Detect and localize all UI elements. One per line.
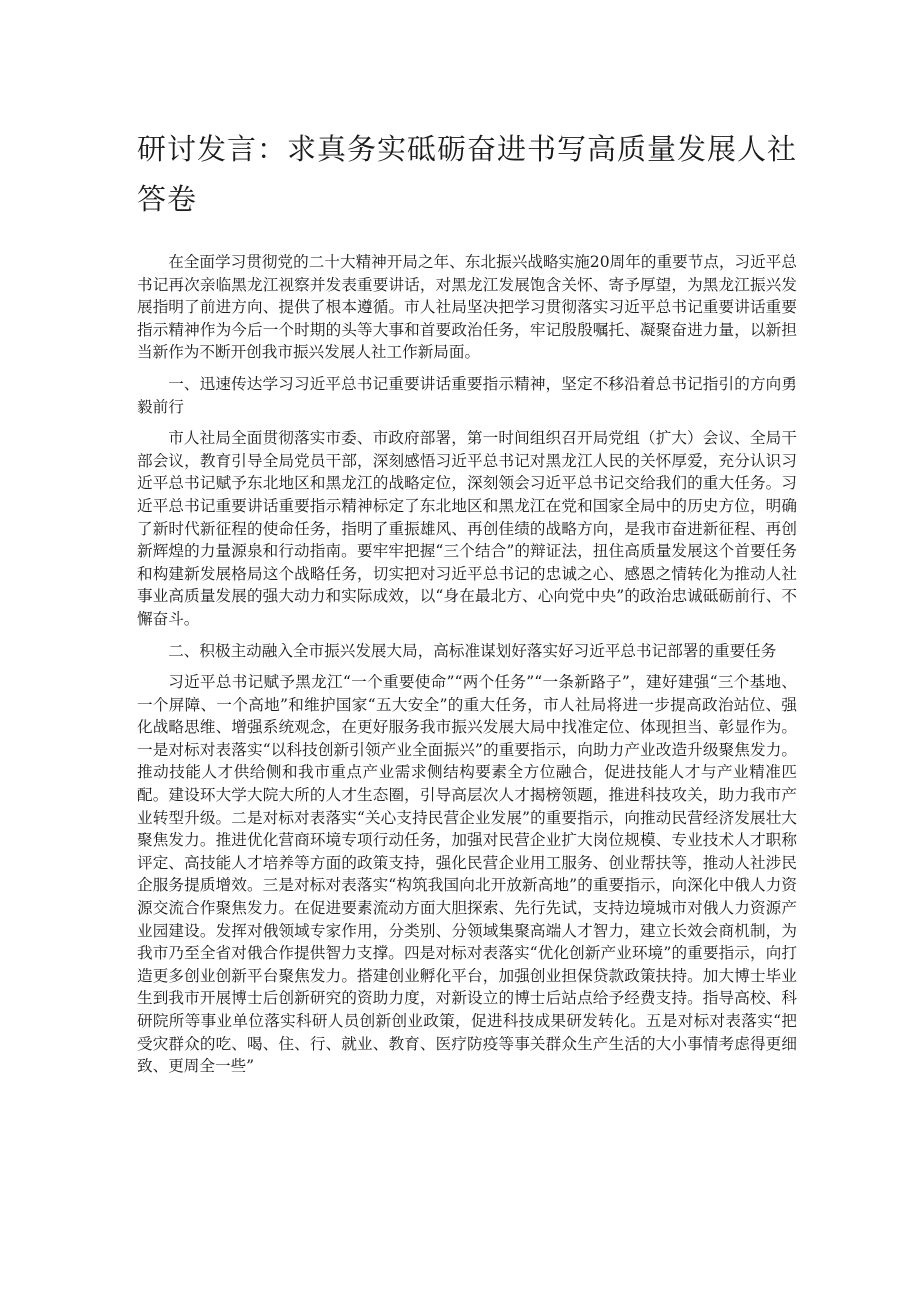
section-heading-1: 一、迅速传达学习习近平总书记重要讲话重要指示精神，坚定不移沿着总书记指引的方向勇毅前行 <box>137 374 797 416</box>
document-title <box>137 124 797 224</box>
title-line-2: 答卷 <box>137 182 198 216</box>
section-1-paragraph: 市人社局全面贯彻落实市委、市政府部署，第一时间组织召开局党组（扩大）会议、全局干部会议，教育引导全局党员干部，深刻感悟习近平总书记对黑龙江人民的关怀厚爱，充分认识习近平总书记赋予东北地区和黑龙江的战略定位，深刻领会习近平总书记交给我们的重大任务。习近平总书记重要讲话重要指示精神标定了东北地区和黑龙江在党和国家全局中的历史方位，明确了新时代新征程的使命任务，指明了重振雄风、再创佳绩的战略方向，是我市奋进新征程、再创新辉煌的力量源泉和行动指南。要牢牢把握“三个结合”的辩证法，扭住高质量发展这个首要任务和构建新发展格局这个战略任务，切实把对习近平总书记的忠诚之心、感恩之情转化为推动人社事业高质量发展的强大动力和实际成效，以“身在最北方、心向党中央”的政治忠诚砥砺前行、不懈奋斗。 <box>137 429 797 628</box>
title-line-1: 研讨发言：求真务实砥砺奋进书写高质量发展人社 <box>137 132 798 166</box>
section-2-paragraph: 习近平总书记赋予黑龙江“一个重要使命”“两个任务”“一条新路子”，建好建强“三个基地、一个屏障、一个高地”和维护国家“五大安全”的重大任务，市人社局将进一步提高政治站位、强化战略思维、增强系统观念，在更好服务我市振兴发展大局中找准定位、体现担当、彰显作为。一是对标对表落实“以科技创新引领产业全面振兴”的重要指示，向助力产业改造升级聚焦发力。推动技能人才供给侧和我市重点产业需求侧结构要素全方位融合，促进技能人才与产业精准匹配。建设环大学大院大所的人才生态圈，引导高层次人才揭榜领题，推进科技攻关，助力我市产业转型升级。二是对标对表落实“关心支持民营企业发展”的重要指示，向推动民营经济发展壮大聚焦发力。推进优化营商环境专项行动任务，加强对民营企业扩大岗位规模、专业技术人才职称评定、高技能人才培养等方面的政策支持，强化民营企业用工服务、创业帮扶等，推动人社涉民企服务提质增效。三是对标对表落实“构筑我国向北开放新高地”的重要指示，向深化中俄人力资源交流合作聚焦发力。在促进要素流动方面大胆探索、先行先试，支持边境城市对俄人力资源产业园建设。发挥对俄领域专家作用，分类别、分领域集聚高端人才智力，建立长效会商机制，为我市乃至全省对俄合作提供智力支撑。四是对标对表落实“优化创新产业环境”的重要指示，向打造更多创业创新平台聚焦发力。搭建创业孵化平台，加强创业担保贷款政策扶持。加大博士毕业生到我市开展博士后创新研究的资助力度，对新设立的博士后站点给予经费支持。指导高校、科研院所等事业单位落实科研人员创新创业政策，促进科技成果研发转化。五是对标对表落实“把受灾群众的吃、喝、住、行、就业、教育、医疗防疫等事关群众生产生活的大小事情考虑得更细致、更周全一些” <box>137 673 797 1076</box>
intro-paragraph: 在全面学习贯彻党的二十大精神开局之年、东北振兴战略实施20周年的重要节点，习近平总书记再次亲临黑龙江视察并发表重要讲话，对黑龙江发展饱含关怀、寄予厚望，为黑龙江振兴发展指明了前进方向、提供了根本遵循。市人社局坚决把学习贯彻落实习近平总书记重要讲话重要指示精神作为今后一个时期的头等大事和首要政治任务，牢记殷殷嘱托、凝聚奋进力量，以新担当新作为不断开创我市振兴发展人社工作新局面。 <box>137 253 797 362</box>
document-page <box>137 124 797 1087</box>
section-heading-2: 二、积极主动融入全市振兴发展大局，高标准谋划好落实好习近平总书记部署的重要任务 <box>168 641 777 660</box>
